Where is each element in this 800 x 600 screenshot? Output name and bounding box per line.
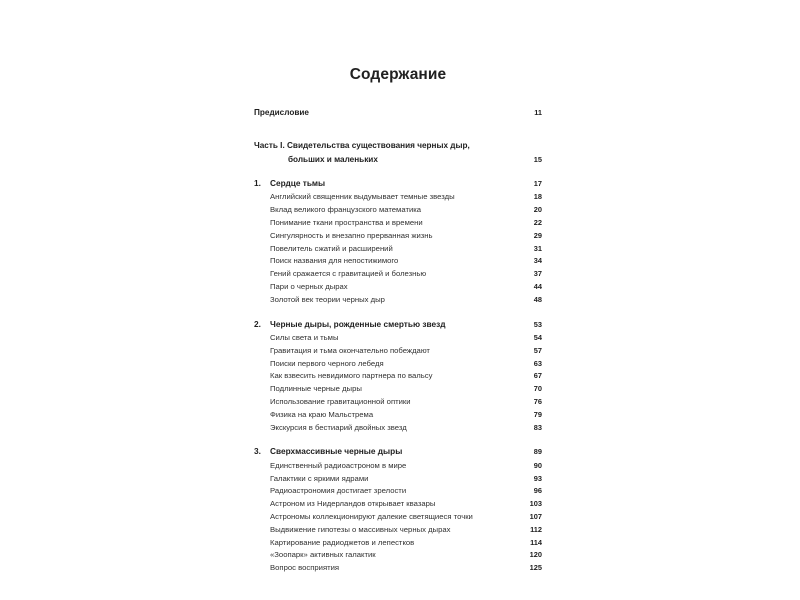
- page-number: 90: [533, 460, 542, 470]
- chapter-title: Черные дыры, рожденные смертью звезд: [270, 318, 446, 329]
- front-matter-label: Предисловие: [254, 108, 309, 118]
- section-entry-label: Английский священник выдумывает темные звезды: [270, 192, 455, 202]
- section-entry[interactable]: [254, 358, 542, 371]
- section-entry[interactable]: [254, 255, 542, 268]
- section-entry[interactable]: [254, 204, 542, 217]
- section-entry[interactable]: [254, 409, 542, 422]
- page-number: 83: [533, 422, 542, 432]
- section-entry-label: Пари о черных дырах: [270, 281, 348, 291]
- chapter-heading-label: [254, 317, 445, 332]
- section-entry[interactable]: [254, 396, 542, 409]
- section-entry-label: Астрономы коллекционируют далекие светящиеся точки: [270, 512, 473, 522]
- page-number: 57: [533, 345, 542, 355]
- page-number: 44: [533, 281, 542, 291]
- page-number: 89: [533, 447, 542, 457]
- section-entry[interactable]: [254, 281, 542, 294]
- section-entry[interactable]: [254, 345, 542, 358]
- section-entry[interactable]: [254, 511, 542, 524]
- section-entry-label: Подлинные черные дыры: [270, 384, 362, 394]
- page-number: 29: [533, 230, 542, 240]
- part-heading-label: Часть I. Свидетельства существования черных дыр,: [254, 140, 470, 150]
- part-heading-line-1[interactable]: [254, 139, 542, 153]
- section-entry[interactable]: [254, 243, 542, 256]
- chapter-heading-label: [254, 176, 325, 191]
- section-entry-label: Сингулярность и внезапно прерванная жизнь: [270, 230, 433, 240]
- section-entry[interactable]: [254, 422, 542, 435]
- page-number: 48: [533, 294, 542, 304]
- section-entry[interactable]: [254, 473, 542, 486]
- section-entry[interactable]: [254, 191, 542, 204]
- page-number: 93: [533, 473, 542, 483]
- section-entry[interactable]: [254, 217, 542, 230]
- page-number: 17: [533, 178, 542, 188]
- page-number: 79: [533, 409, 542, 419]
- section-entry[interactable]: [254, 485, 542, 498]
- page-number: 18: [533, 192, 542, 202]
- page-number: 76: [533, 397, 542, 406]
- chapter-heading-label: [254, 444, 402, 459]
- page-number: 96: [533, 486, 542, 496]
- section-entry[interactable]: [254, 549, 542, 562]
- page-number: 34: [533, 256, 542, 266]
- front-matter-entry[interactable]: [254, 107, 542, 120]
- section-entry-label: Поиск названия для непостижимого: [270, 256, 399, 266]
- page-number: 37: [533, 269, 542, 279]
- section-entry[interactable]: [254, 537, 542, 550]
- chapter-number: 2.: [254, 318, 261, 329]
- chapter-list: [254, 176, 542, 575]
- chapter-heading[interactable]: [254, 444, 542, 460]
- section-entry[interactable]: [254, 562, 542, 575]
- section-entry[interactable]: [254, 230, 542, 243]
- section-entry-label: Галактики с яркими ядрами: [270, 473, 369, 483]
- page-number: 54: [533, 333, 542, 343]
- section-entry-label: Картирование радиоджетов и лепестков: [270, 537, 415, 547]
- page-title: Содержание: [349, 66, 447, 83]
- section-entry[interactable]: [254, 370, 542, 383]
- chapter-block: [254, 176, 542, 307]
- page-number: 63: [533, 358, 542, 368]
- section-entry-label: Гравитация и тьма окончательно побеждают: [270, 345, 430, 355]
- section-entry[interactable]: [254, 383, 542, 396]
- page-number: 120: [529, 550, 542, 560]
- page-number: 20: [533, 205, 542, 215]
- part-heading-line-2[interactable]: [254, 153, 542, 167]
- section-entry-label: Понимание ткани пространства и времени: [270, 217, 423, 227]
- section-entry[interactable]: [254, 332, 542, 345]
- page-number: 112: [530, 524, 542, 534]
- page-number: 103: [529, 499, 542, 509]
- section-entry-label: Золотой век теории черных дыр: [270, 294, 385, 304]
- section-entry-label: Как взвесить невидимого партнера по вальсу: [270, 371, 433, 381]
- chapter-number: 1.: [254, 177, 261, 188]
- page-number: 107: [529, 512, 542, 522]
- section-entry-label: Использование гравитационной оптики: [270, 397, 411, 406]
- page-number: 53: [533, 319, 542, 329]
- section-entry-label: «Зоопарк» активных галактик: [270, 550, 376, 560]
- page-number: 15: [533, 154, 542, 164]
- part-heading-label-continued: больших и маленьких: [288, 154, 378, 164]
- chapter-heading[interactable]: [254, 317, 542, 333]
- page-number: 11: [534, 108, 542, 118]
- chapter-title: Сверхмассивные черные дыры: [270, 446, 403, 457]
- chapter-title: Сердце тьмы: [270, 177, 326, 188]
- section-entry[interactable]: [254, 460, 542, 473]
- table-of-contents: [254, 66, 542, 575]
- part-heading: [254, 139, 542, 167]
- front-matter-list: [254, 107, 542, 120]
- chapter-number: 3.: [254, 446, 261, 457]
- chapter-heading[interactable]: [254, 176, 542, 192]
- section-entry[interactable]: [254, 294, 542, 307]
- chapter-block: [254, 317, 542, 435]
- section-entry-label: Выдвижение гипотезы о массивных черных дырах: [270, 524, 451, 534]
- section-entry[interactable]: [254, 268, 542, 281]
- section-entry-label: Вопрос восприятия: [270, 563, 340, 573]
- section-entry[interactable]: [254, 498, 542, 511]
- section-entry-label: Повелитель сжатий и расширений: [270, 243, 393, 253]
- section-entry-label: Экскурсия в бестиарий двойных звезд: [270, 422, 407, 432]
- section-entry-label: Вклад великого французского математика: [270, 205, 422, 215]
- section-entry-label: Физика на краю Мальстрема: [270, 409, 374, 419]
- page-number: 31: [533, 243, 542, 253]
- section-entry-label: Силы света и тьмы: [270, 333, 339, 343]
- page-number: 22: [533, 217, 542, 227]
- section-entry[interactable]: [254, 524, 542, 537]
- section-entry-label: Гений сражается с гравитацией и болезнью: [270, 269, 427, 279]
- page-number: 125: [529, 563, 542, 573]
- section-entry-label: Астроном из Нидерландов открывает квазары: [270, 499, 436, 509]
- section-entry-label: Радиоастрономия достигает зрелости: [270, 486, 407, 496]
- page-number: 67: [533, 371, 542, 381]
- page-number: 114: [530, 537, 542, 547]
- chapter-block: [254, 444, 542, 575]
- section-entry-label: Поиски первого черного лебедя: [270, 358, 384, 368]
- section-entry-label: Единственный радиоастроном в мире: [270, 460, 407, 470]
- page-number: 70: [533, 384, 542, 394]
